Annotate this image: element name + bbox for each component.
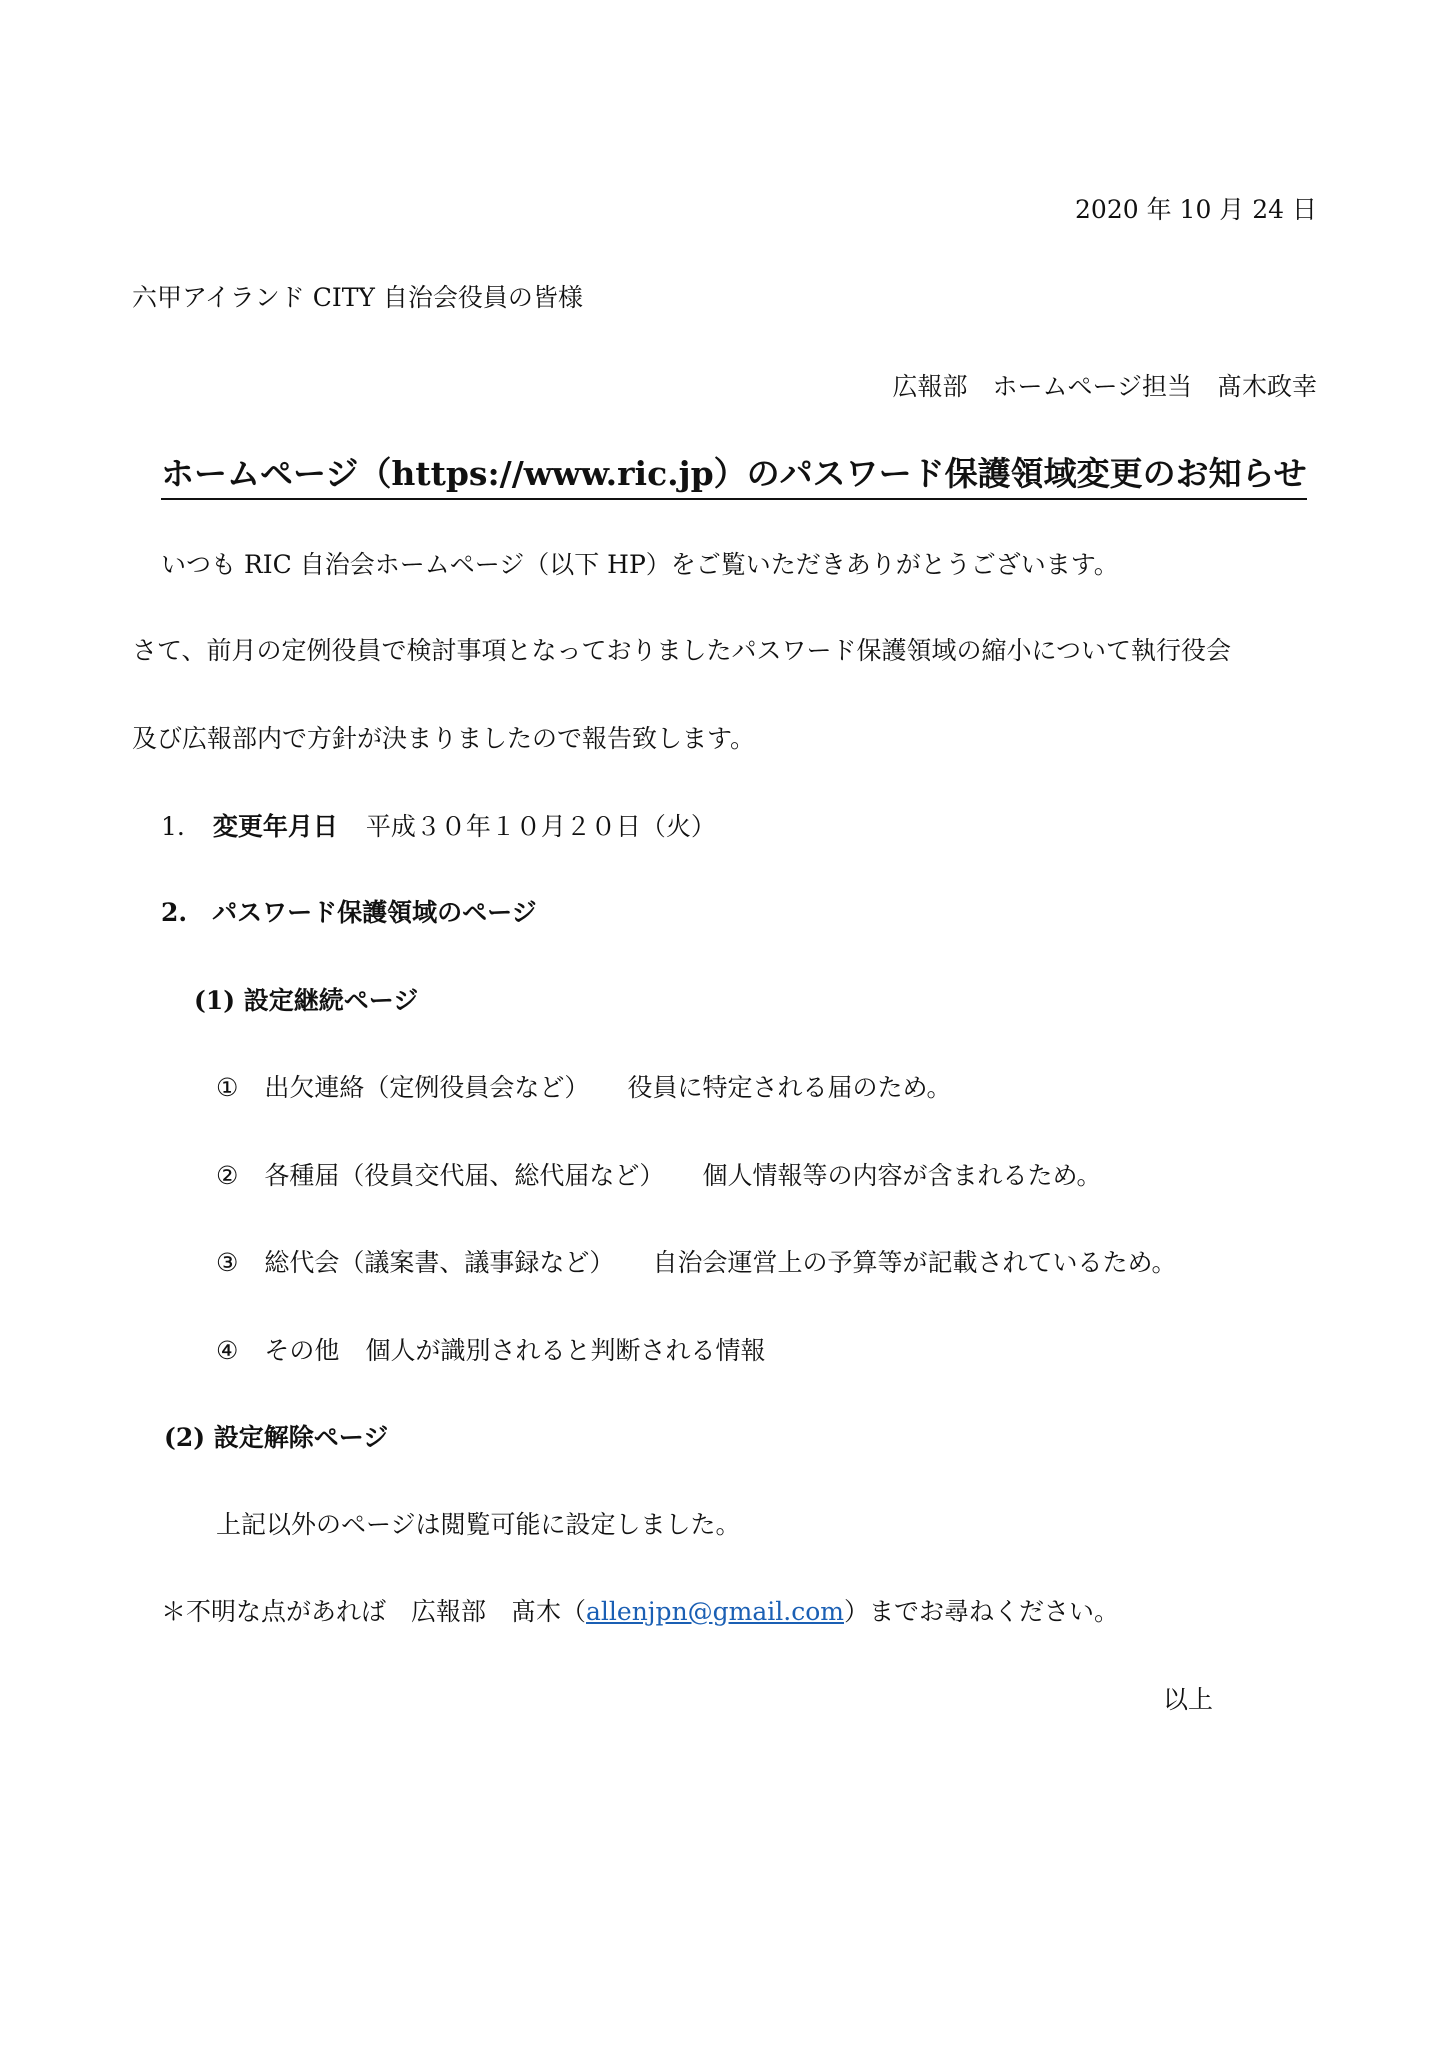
section-change-date <box>161 810 716 844</box>
item-reason: 個人情報等の内容が含まれるため。 <box>702 1161 1102 1190</box>
item-marker: ③ <box>216 1248 239 1277</box>
section-protected-pages-heading: 2. パスワード保護領域のページ <box>161 898 537 927</box>
item-marker: ① <box>216 1073 239 1102</box>
sender: 広報部 ホームページ担当 髙木政幸 <box>892 372 1317 401</box>
document-date: 2020 年 10 月 24 日 <box>1075 195 1317 224</box>
item-name: 総代会（議案書、議事録など） <box>264 1248 615 1277</box>
contact-email-link[interactable]: allenjpn@gmail.com <box>586 1597 844 1626</box>
body-paragraph-line-1: さて、前月の定例役員で検討事項となっておりましたパスワード保護領域の縮小について執行役会 <box>132 636 1232 665</box>
item-reason: 個人が識別されると判断される情報 <box>365 1336 766 1365</box>
item-name: 各種届（役員交代届、総代届など） <box>264 1161 665 1190</box>
body-paragraph-greeting: いつも RIC 自治会ホームページ（以下 HP）をご覧いただきありがとうございます。 <box>161 550 1119 579</box>
item-marker: ② <box>216 1161 239 1190</box>
list-item <box>216 1071 951 1105</box>
item-reason: 自治会運営上の予算等が記載されているため。 <box>652 1248 1177 1277</box>
subsection-released-heading: (2) 設定解除ページ <box>164 1423 389 1452</box>
document-title: ホームページ（https://www.ric.jp）のパスワード保護領域変更のお知らせ <box>161 452 1307 500</box>
item-name: その他 <box>264 1336 340 1365</box>
body-paragraph-line-2: 及び広報部内で方針が決まりましたので報告致します。 <box>132 724 756 753</box>
list-item <box>216 1159 1101 1193</box>
addressee: 六甲アイランド CITY 自治会役員の皆様 <box>132 283 583 312</box>
section-number: 1. <box>161 812 185 841</box>
item-marker: ④ <box>216 1336 239 1365</box>
closing-remark: 以上 <box>1163 1685 1214 1714</box>
list-item <box>216 1246 1176 1280</box>
item-name: 出欠連絡（定例役員会など） <box>264 1073 590 1102</box>
contact-note <box>161 1595 1119 1629</box>
change-date-value: 平成３０年１０月２０日（火） <box>365 812 716 841</box>
list-item <box>216 1334 765 1368</box>
subsection-released-body: 上記以外のページは閲覧可能に設定しました。 <box>216 1510 741 1539</box>
item-reason: 役員に特定される届のため。 <box>627 1073 952 1102</box>
contact-suffix: ）までお尋ねください。 <box>843 1597 1119 1626</box>
contact-prefix: ＊不明な点があれば 広報部 髙木（ <box>161 1597 587 1626</box>
subsection-continued-heading: (1) 設定継続ページ <box>194 986 419 1015</box>
section-label: 変更年月日 <box>212 812 338 841</box>
